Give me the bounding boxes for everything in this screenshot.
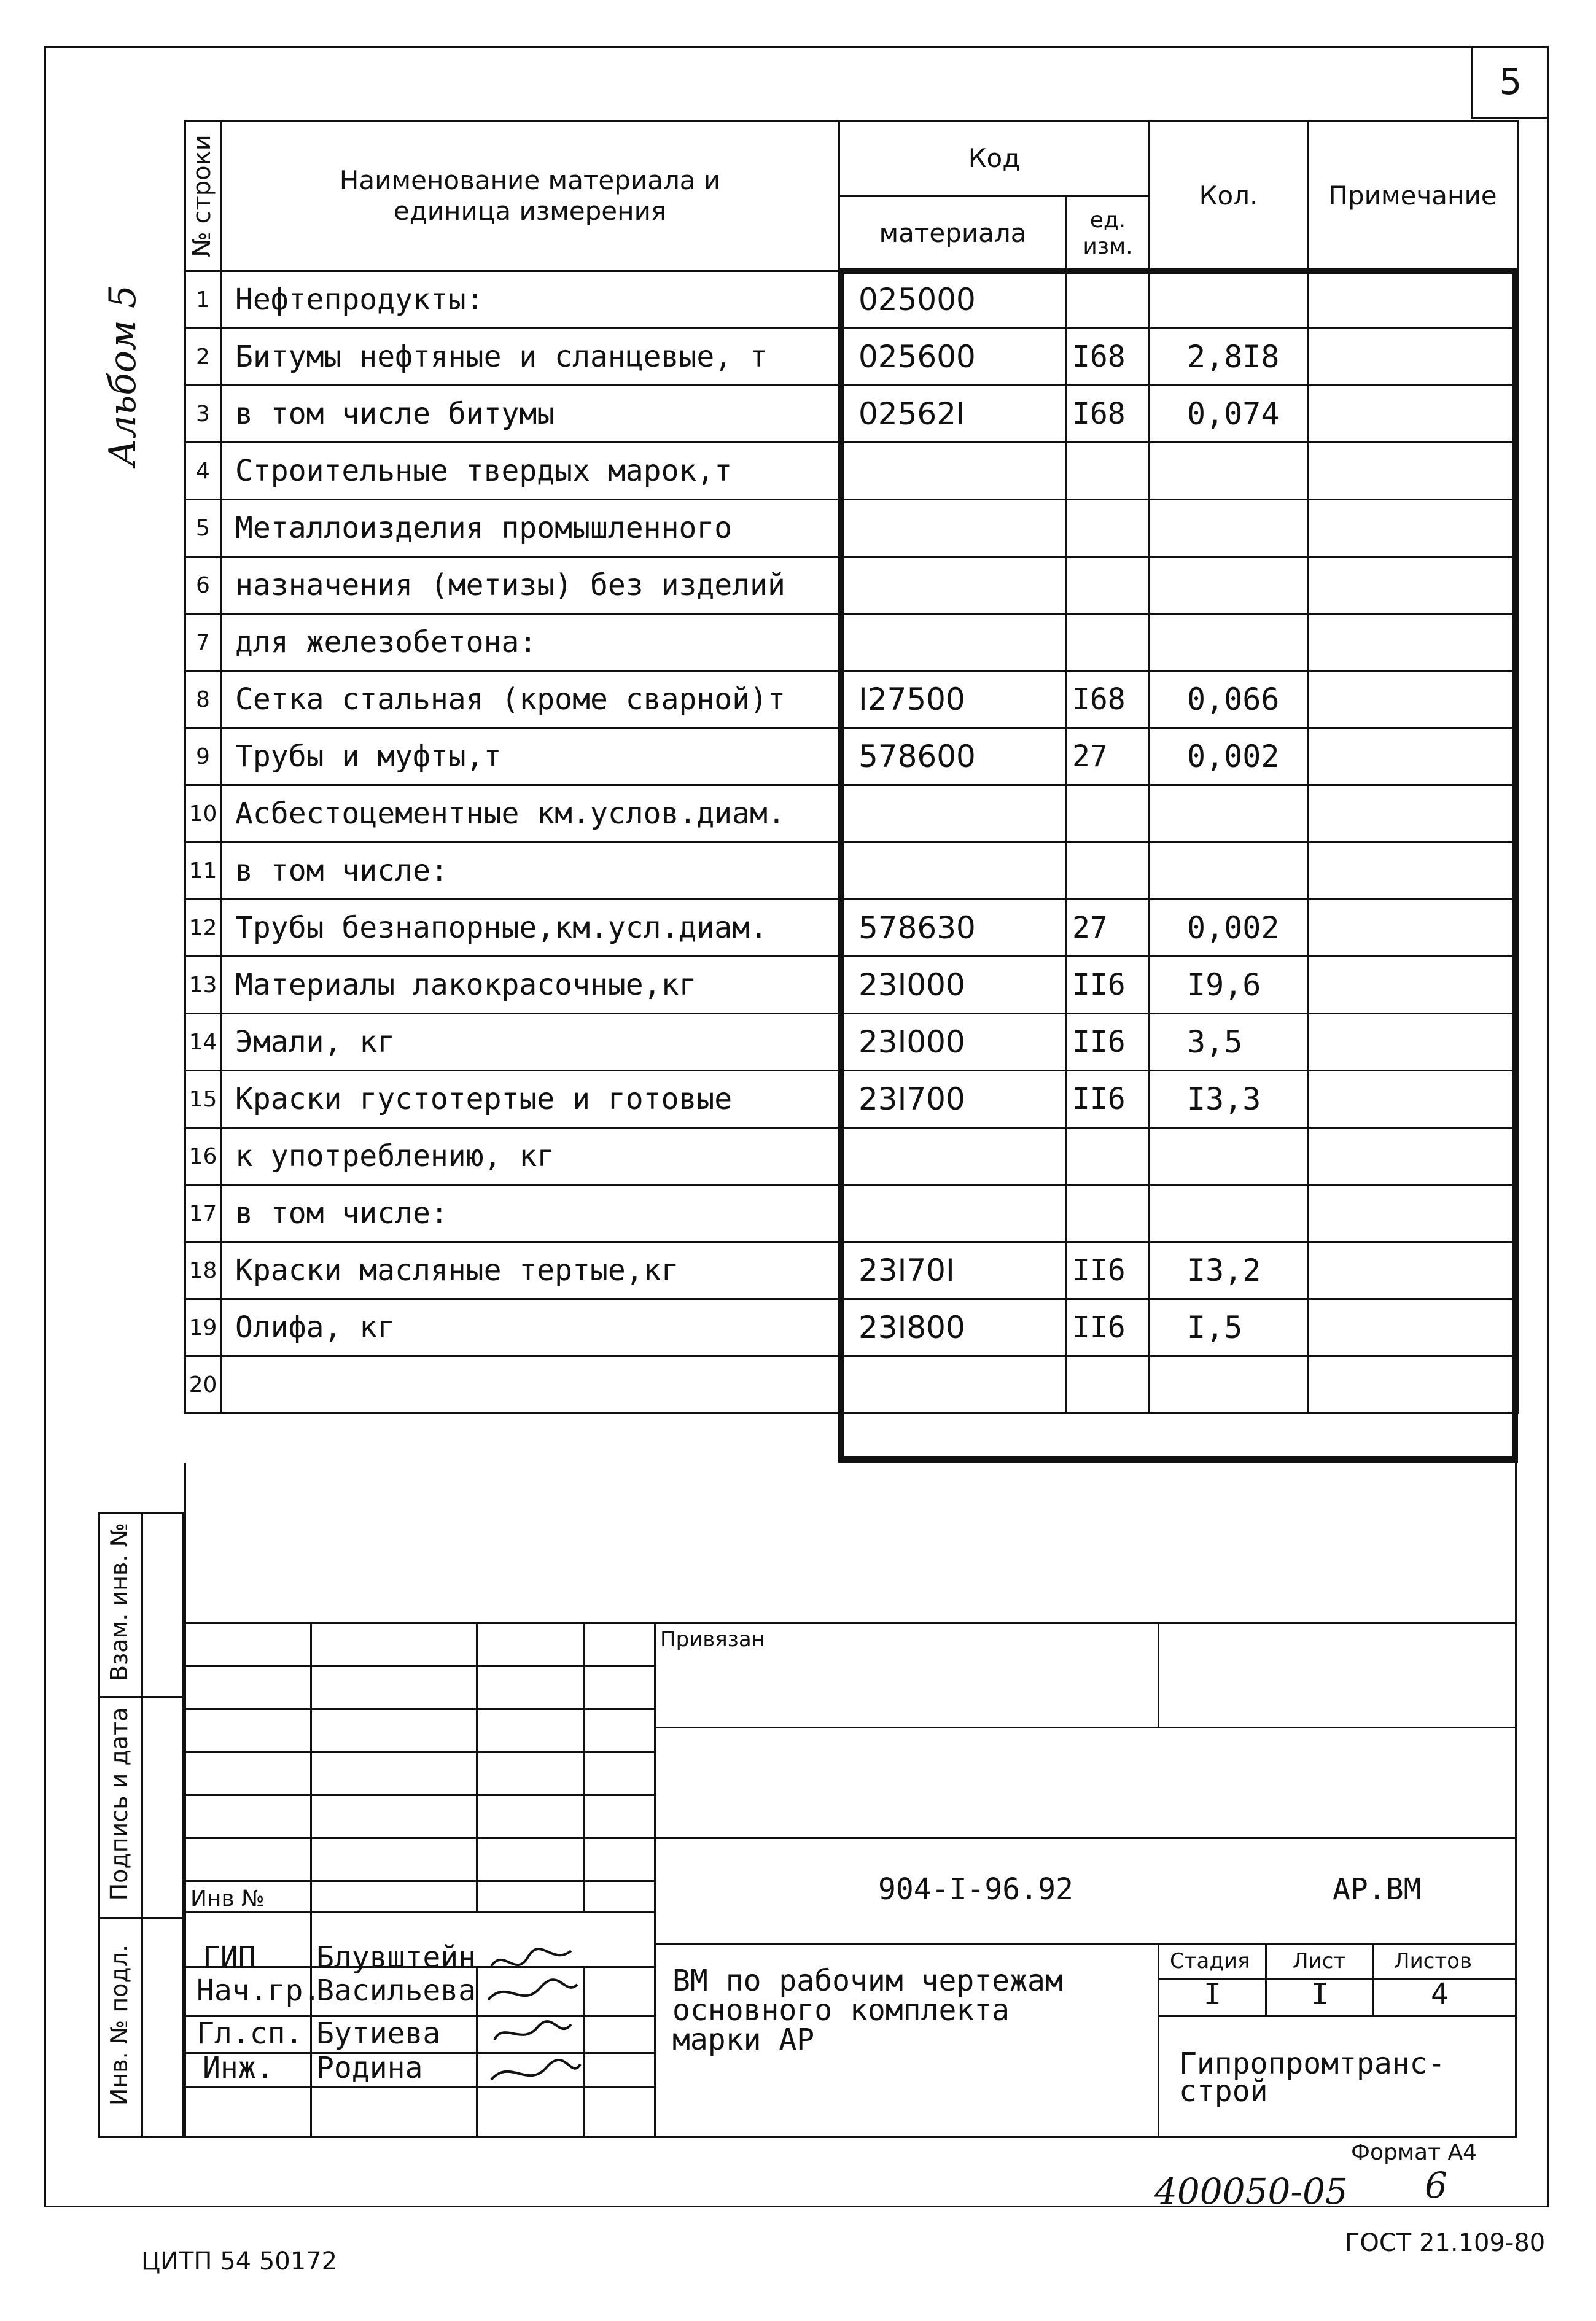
material-name: Олифа, кг xyxy=(221,1299,839,1356)
unit-code xyxy=(1067,500,1150,557)
material-code: 23I000 xyxy=(839,957,1067,1014)
note xyxy=(1308,1014,1518,1071)
row-number: 16 xyxy=(185,1128,221,1185)
role-gip: ГИП xyxy=(203,1940,256,1975)
material-code xyxy=(839,785,1067,842)
header-code-material: материала xyxy=(839,196,1067,271)
quantity xyxy=(1150,443,1308,500)
material-code xyxy=(839,842,1067,900)
note xyxy=(1308,329,1518,386)
row-number: 11 xyxy=(185,842,221,900)
material-code: 23I800 xyxy=(839,1299,1067,1356)
row-number: 18 xyxy=(185,1242,221,1299)
role-nach-gr: Нач.гр. xyxy=(197,1973,321,2008)
note xyxy=(1308,785,1518,842)
document-mark: АР.ВМ xyxy=(1333,1872,1422,1907)
table-row xyxy=(185,1071,1518,1128)
quantity: 3,5 xyxy=(1150,1014,1308,1071)
row-number: 9 xyxy=(185,728,221,785)
unit-code: I68 xyxy=(1067,671,1150,728)
table-row xyxy=(185,1356,1518,1413)
header-code: Код xyxy=(839,121,1150,196)
material-code xyxy=(839,614,1067,671)
row-number: 17 xyxy=(185,1185,221,1242)
table-row xyxy=(185,443,1518,500)
table-row xyxy=(185,900,1518,957)
note xyxy=(1308,1242,1518,1299)
unit-code: I68 xyxy=(1067,329,1150,386)
material-name: Материалы лакокрасочные,кг xyxy=(221,957,839,1014)
org-line-2: строй xyxy=(1179,2074,1268,2109)
material-name: Асбестоцементные км.услов.диам. xyxy=(221,785,839,842)
table-row xyxy=(185,1299,1518,1356)
quantity xyxy=(1150,614,1308,671)
unit-code: II6 xyxy=(1067,957,1150,1014)
row-number: 19 xyxy=(185,1299,221,1356)
material-code: 23I700 xyxy=(839,1071,1067,1128)
footer-left: ЦИТП 54 50172 xyxy=(141,2247,338,2276)
material-code xyxy=(839,1185,1067,1242)
row-number: 5 xyxy=(185,500,221,557)
unit-code xyxy=(1067,443,1150,500)
note xyxy=(1308,957,1518,1014)
header-row-no-text: № строки xyxy=(188,134,216,257)
unit-code: II6 xyxy=(1067,1299,1150,1356)
name-nach-gr: Васильева xyxy=(316,1973,477,2008)
materials-table xyxy=(184,120,1519,1414)
table-row xyxy=(185,1242,1518,1299)
unit-code xyxy=(1067,614,1150,671)
material-name: Нефтепродукты: xyxy=(221,271,839,329)
row-number: 2 xyxy=(185,329,221,386)
header-note: Примечание xyxy=(1308,121,1518,271)
unit-code: II6 xyxy=(1067,1014,1150,1071)
unit-code xyxy=(1067,1185,1150,1242)
table-row xyxy=(185,329,1518,386)
material-code xyxy=(839,1128,1067,1185)
quantity: I9,6 xyxy=(1150,957,1308,1014)
sheets-value: 4 xyxy=(1431,1977,1449,2012)
role-gl-sp: Гл.сп. xyxy=(197,2016,303,2051)
row-number: 20 xyxy=(185,1356,221,1413)
quantity xyxy=(1150,1128,1308,1185)
name-gl-sp: Бутиева xyxy=(316,2016,441,2051)
material-name: назначения (метизы) без изделий xyxy=(221,557,839,614)
note xyxy=(1308,1299,1518,1356)
table-row xyxy=(185,671,1518,728)
material-code: 578630 xyxy=(839,900,1067,957)
row-number: 8 xyxy=(185,671,221,728)
row-number: 7 xyxy=(185,614,221,671)
table-row xyxy=(185,957,1518,1014)
material-name: в том числе битумы xyxy=(221,386,839,443)
material-name: Трубы безнапорные,км.усл.диам. xyxy=(221,900,839,957)
header-name: Наименование материала и единица измерения xyxy=(221,121,839,271)
material-name: в том числе: xyxy=(221,842,839,900)
table-row xyxy=(185,500,1518,557)
quantity xyxy=(1150,271,1308,329)
unit-code: II6 xyxy=(1067,1071,1150,1128)
doc-title-line-2: основного комплекта xyxy=(672,1993,1010,2027)
role-inzh: Инж. xyxy=(203,2051,274,2085)
row-number: 1 xyxy=(185,271,221,329)
note xyxy=(1308,900,1518,957)
footer-right: ГОСТ 21.109-80 xyxy=(1345,2229,1546,2257)
row-number: 3 xyxy=(185,386,221,443)
material-code xyxy=(839,443,1067,500)
note xyxy=(1308,271,1518,329)
row-number: 14 xyxy=(185,1014,221,1071)
signatures xyxy=(479,1942,583,2126)
document-code: 904-I-96.92 xyxy=(878,1872,1073,1907)
material-name: Строительные твердых марок,т xyxy=(221,443,839,500)
unit-code xyxy=(1067,271,1150,329)
sheet-value: I xyxy=(1311,1977,1329,2012)
material-code: 025000 xyxy=(839,271,1067,329)
sheet-number: 5 xyxy=(1471,46,1549,119)
privyazan-label: Привязан xyxy=(660,1627,765,1652)
note xyxy=(1308,386,1518,443)
side-label-podpis: Подпись и дата xyxy=(106,1707,133,1901)
row-number: 12 xyxy=(185,900,221,957)
material-name: к употреблению, кг xyxy=(221,1128,839,1185)
table-row xyxy=(185,1128,1518,1185)
material-code xyxy=(839,500,1067,557)
header-qty: Кол. xyxy=(1150,121,1308,271)
table-row xyxy=(185,1185,1518,1242)
quantity xyxy=(1150,557,1308,614)
material-name: Трубы и муфты,т xyxy=(221,728,839,785)
header-row-no xyxy=(185,121,221,271)
material-name: в том числе: xyxy=(221,1185,839,1242)
unit-code xyxy=(1067,1128,1150,1185)
table-row xyxy=(185,842,1518,900)
quantity: I,5 xyxy=(1150,1299,1308,1356)
quantity: I3,3 xyxy=(1150,1071,1308,1128)
quantity xyxy=(1150,842,1308,900)
album-note: Альбом 5 xyxy=(101,284,144,467)
sheet-label: Лист xyxy=(1293,1949,1346,1973)
row-number: 6 xyxy=(185,557,221,614)
row-number: 4 xyxy=(185,443,221,500)
note xyxy=(1308,1185,1518,1242)
note xyxy=(1308,671,1518,728)
quantity xyxy=(1150,500,1308,557)
quantity: 0,002 xyxy=(1150,900,1308,957)
quantity: I3,2 xyxy=(1150,1242,1308,1299)
table-row xyxy=(185,271,1518,329)
note xyxy=(1308,1071,1518,1128)
note xyxy=(1308,557,1518,614)
material-code: 23I70I xyxy=(839,1242,1067,1299)
name-inzh: Родина xyxy=(316,2051,423,2085)
org-line-1: Гипропромтранс- xyxy=(1179,2047,1446,2081)
unit-code xyxy=(1067,1356,1150,1413)
name-gip: Блувштейн xyxy=(316,1940,477,1975)
sheets-label: Листов xyxy=(1394,1949,1473,1973)
material-code: 578600 xyxy=(839,728,1067,785)
note xyxy=(1308,500,1518,557)
material-code: 23I000 xyxy=(839,1014,1067,1071)
material-name: для железобетона: xyxy=(221,614,839,671)
side-label-inv-podl: Инв. № подл. xyxy=(106,1944,133,2106)
note xyxy=(1308,1128,1518,1185)
table-row xyxy=(185,728,1518,785)
table-row xyxy=(185,614,1518,671)
archive-page: 6 xyxy=(1425,2164,1447,2206)
material-name: Сетка стальная (кроме сварной)т xyxy=(221,671,839,728)
quantity: 0,002 xyxy=(1150,728,1308,785)
inv-no-label: Инв № xyxy=(190,1886,265,1911)
quantity xyxy=(1150,1356,1308,1413)
title-block xyxy=(98,1463,1517,2138)
quantity: 0,074 xyxy=(1150,386,1308,443)
unit-code: II6 xyxy=(1067,1242,1150,1299)
material-code: I27500 xyxy=(839,671,1067,728)
material-code: 02562I xyxy=(839,386,1067,443)
archive-number: 400050-05 xyxy=(1154,2171,1348,2212)
row-number: 10 xyxy=(185,785,221,842)
doc-title-line-1: ВМ по рабочим чертежам xyxy=(672,1964,1063,1998)
material-code: 025600 xyxy=(839,329,1067,386)
format-label: Формат А4 xyxy=(1351,2140,1477,2165)
unit-code xyxy=(1067,842,1150,900)
material-code xyxy=(839,557,1067,614)
material-name: Металлоизделия промышленного xyxy=(221,500,839,557)
header-code-unit: ед. изм. xyxy=(1067,196,1150,271)
quantity xyxy=(1150,1185,1308,1242)
table-row xyxy=(185,1014,1518,1071)
table-row xyxy=(185,785,1518,842)
note xyxy=(1308,842,1518,900)
stage-value: I xyxy=(1204,1977,1221,2012)
unit-code: I68 xyxy=(1067,386,1150,443)
row-number: 13 xyxy=(185,957,221,1014)
quantity: 2,8I8 xyxy=(1150,329,1308,386)
doc-title-line-3: марки АР xyxy=(672,2023,815,2057)
note xyxy=(1308,614,1518,671)
material-code xyxy=(839,1356,1067,1413)
side-label-vzam: Взам. инв. № xyxy=(106,1523,133,1682)
material-name: Эмали, кг xyxy=(221,1014,839,1071)
unit-code xyxy=(1067,557,1150,614)
table-row xyxy=(185,557,1518,614)
quantity xyxy=(1150,785,1308,842)
note xyxy=(1308,1356,1518,1413)
row-number: 15 xyxy=(185,1071,221,1128)
material-name: Краски густотертые и готовые xyxy=(221,1071,839,1128)
unit-code: 27 xyxy=(1067,728,1150,785)
note xyxy=(1308,443,1518,500)
note xyxy=(1308,728,1518,785)
material-name: Битумы нефтяные и сланцевые, т xyxy=(221,329,839,386)
material-name xyxy=(221,1356,839,1413)
unit-code xyxy=(1067,785,1150,842)
material-name: Краски масляные тертые,кг xyxy=(221,1242,839,1299)
table-row xyxy=(185,386,1518,443)
unit-code: 27 xyxy=(1067,900,1150,957)
stage-label: Стадия xyxy=(1170,1949,1250,1973)
quantity: 0,066 xyxy=(1150,671,1308,728)
